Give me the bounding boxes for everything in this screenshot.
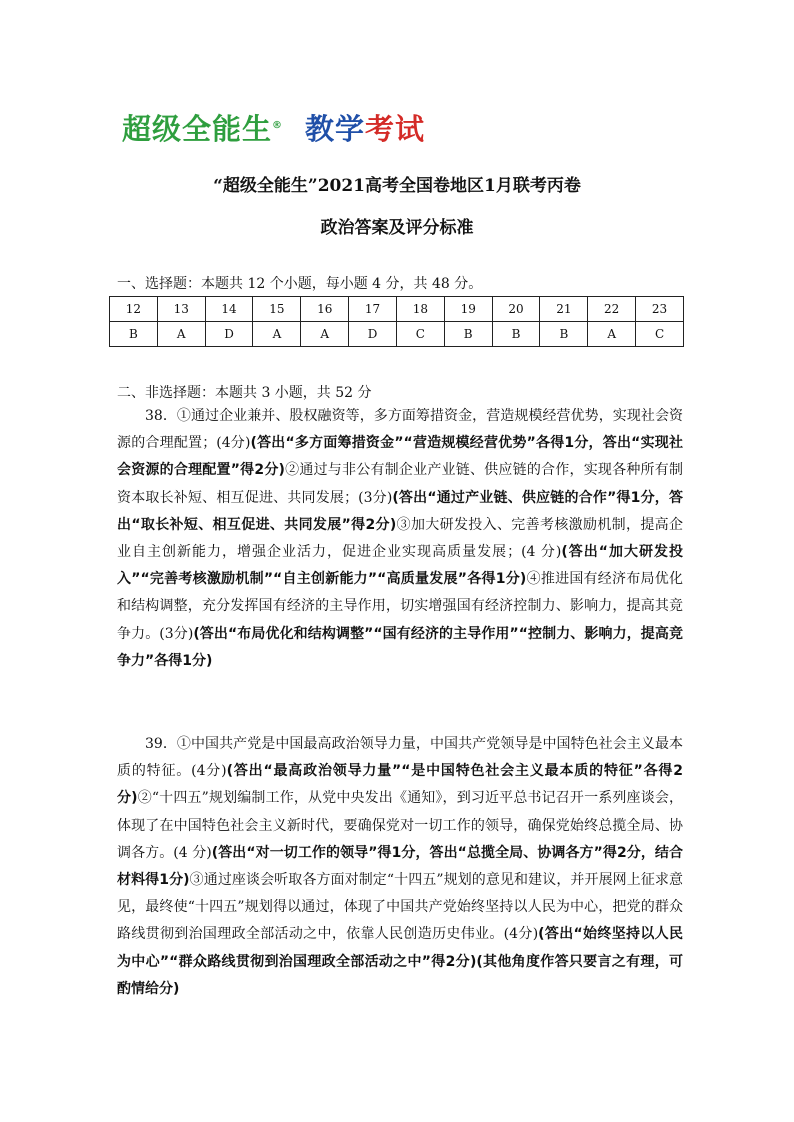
document-title: “超级全能生”2021高考全国卷地区1月联考丙卷 [213,176,581,196]
answer-cell: D [349,322,397,347]
answer-cell: B [492,322,540,347]
logo-sub-red: 考试 [365,112,426,146]
q39-segment: ②“十四五”规划编制工作，从党中央发出《通知》，到习近平总书记召开一系列座谈会，体现了在中国特色社会主义新时代，要确保党对一切工作的领导，确保党始终总揽全局、协调各方。(4 分) [117,790,684,861]
answer-cell: A [253,322,301,347]
answer-cell: B [540,322,588,347]
document-subtitle: 政治答案及评分标准 [320,218,474,238]
answer-row [110,322,684,347]
question-number-cell: 21 [540,297,588,322]
question-number-cell: 22 [588,297,636,322]
question-number-cell: 12 [110,297,158,322]
answer-paragraph-q38 [117,403,683,675]
answer-cell: B [110,322,158,347]
q39-segment: ③通过座谈会听取各方面对制定“十四五”规划的意见和建议，并开展网上征求意见，最终使“十四五”规划得以通过，体现了中国共产党始终坚持以人民为中心，把党的群众路线贯彻到治国理政全部活动之中，依靠人民创造历史伟业。(4分) [117,872,684,943]
exam-logo [122,107,425,148]
question-number-cell: 18 [396,297,444,322]
answer-cell: A [301,322,349,347]
section1-heading: 一、选择题：本题共 12 个小题，每小题 4 分，共 48 分。 [117,276,483,292]
answer-cell: A [588,322,636,347]
question-number-cell: 13 [157,297,205,322]
question-number-cell: 14 [205,297,253,322]
logo-brand-text: 超级全能生 [122,112,273,146]
q38-segment: ③加大研发投入、完善考核激励机制，提高企业自主创新能力，增强企业活力，促进企业实现高质量发展；(4 分) [117,516,684,561]
question-number-cell: 17 [349,297,397,322]
q38-scoring-note: (答出“布局优化和结构调整”“国有经济的主导作用”“控制力、影响力，提高竞争力”各得1分) [117,625,683,669]
registered-mark: ® [272,120,284,132]
answer-cell: C [396,322,444,347]
answer-cell: B [444,322,492,347]
q38-segment: ②通过与非公有制企业产业链、供应链的合作，实现各种所有制资本取长补短、相互促进、共同发展；(3分) [117,462,683,506]
q38-scoring-note: (答出“多方面筹措资金”“营造规模经营优势”各得1分，答出“实现社会资源的合理配置”得2分) [117,435,683,479]
q38-scoring-note: (答出“加大研发投入”“完善考核激励机制”“自主创新能力”“高质量发展”各得1分) [117,544,683,588]
answer-cell: C [636,322,684,347]
answer-paragraph-q39 [117,731,683,1003]
q38-scoring-note: (答出“通过产业链、供应链的合作”得1分，答出“取长补短、相互促进、共同发展”得2分) [117,489,683,533]
q38-segment: ④推进国有经济布局优化和结构调整，充分发挥国有经济的主导作用，切实增强国有经济控制力、影响力，提高其竞争力。(3分) [117,571,684,642]
question-number-cell: 20 [492,297,540,322]
q38-segment: 38．①通过企业兼并、股权融资等，多方面筹措资金，营造规模经营优势，实现社会资源的合理配置；(4分) [117,408,683,452]
question-number-cell: 23 [636,297,684,322]
q39-scoring-note: (答出“对一切工作的领导”得1分，答出“总揽全局、协调各方”得2分，结合材料得1分) [117,844,684,889]
q39-scoring-note: (答出“始终坚持以人民为中心”“群众路线贯彻到治国理政全部活动之中”得2分)(其他角度作答只要言之有理，可酌情给分) [117,926,683,997]
question-number-row [110,297,684,322]
question-number-cell: 15 [253,297,301,322]
q39-scoring-note: (答出“最高政治领导力量”“是中国特色社会主义最本质的特征”各得2分) [117,763,683,807]
answer-cell: A [157,322,205,347]
section2-heading: 二、非选择题：本题共 3 小题，共 52 分 [117,385,372,401]
logo-sub-blue: 教学 [305,112,366,146]
q39-segment: 39．①中国共产党是中国最高政治领导力量，中国共产党领导是中国特色社会主义最本质的特征。(4分) [117,736,683,780]
answer-table [109,296,684,347]
question-number-cell: 19 [444,297,492,322]
question-number-cell: 16 [301,297,349,322]
answer-cell: D [205,322,253,347]
